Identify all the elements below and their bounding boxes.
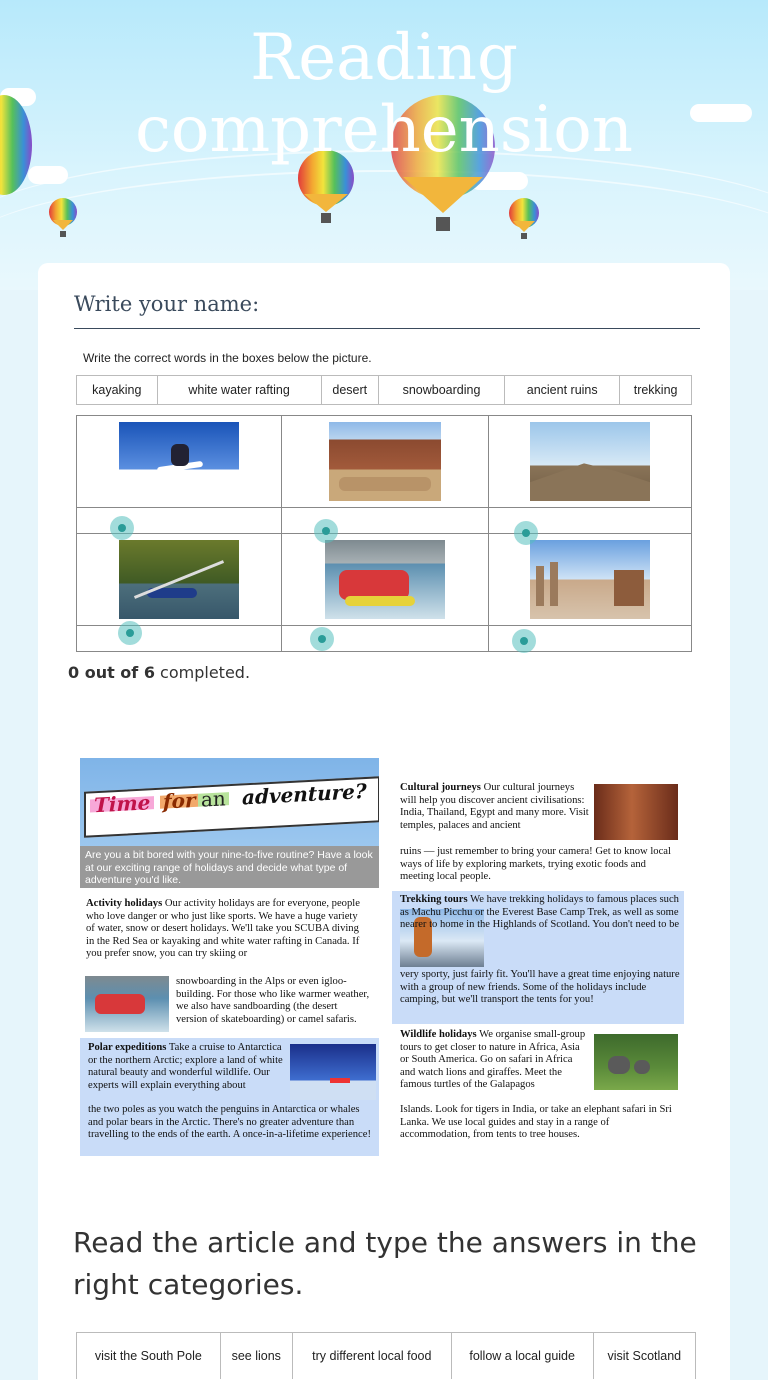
question-text: Read the article and type the answers in the right categories. (73, 1226, 697, 1301)
trekking-title: Trekking tours (400, 894, 468, 905)
page-title (0, 22, 768, 166)
picture-cell (489, 416, 692, 508)
ancient-ruins-photo (530, 540, 650, 619)
category-header: visit the South Pole (77, 1333, 221, 1380)
category-table (76, 1332, 696, 1379)
trekkers-hill-photo (530, 422, 650, 501)
cultural-text: Our cultural journeys will help you discover ancient civilisations: India, Thailand, Egypt and many more. Visit temples, palaces and ancient (400, 782, 589, 831)
logo-word: adventure? (242, 778, 367, 810)
answer-box[interactable] (282, 508, 489, 534)
answer-box[interactable] (77, 626, 282, 652)
logo-word: for (160, 794, 198, 809)
category-header: visit Scotland (593, 1333, 695, 1380)
activity-text: Our activity holidays are for everyone, people who love danger or who just like sports. We have a huge variety of water, snow or desert holidays. We'll take you SCUBA diving in the Red Sea or kayaking and white water rafting in Canada. If you prefer snow, you can try skiing or (86, 898, 360, 960)
rafting-photo (325, 540, 445, 619)
category-header: see lions (220, 1333, 292, 1380)
name-input[interactable] (74, 328, 700, 329)
desert-camels-photo (329, 422, 441, 501)
progress-suffix: completed. (154, 663, 251, 682)
cultural-section (400, 782, 590, 832)
cultural-text-continued: ruins — just remember to bring your camera! Get to know local ways of life by exploring markets, trying exotic foods and meeting local people. (400, 846, 671, 883)
title-line: Reading (250, 21, 518, 95)
snowboarder-photo (119, 422, 239, 501)
activity-title: Activity holidays (86, 898, 163, 909)
title-line: comprehension (135, 93, 633, 167)
wildlife-title: Wildlife holidays (400, 1029, 477, 1040)
article-image (80, 758, 688, 1158)
progress-status (68, 663, 250, 682)
word-bank-item: snowboarding (378, 376, 504, 405)
word-bank-item: trekking (620, 376, 692, 405)
polar-text: Take a cruise to Antarctica or the northern Arctic; explore a land of white natural beauty and wonderful wildlife. Our experts will explain everything about (88, 1042, 283, 1091)
instruction-text: Write the correct words in the boxes below the picture. (83, 351, 372, 365)
activity-text-continued: snowboarding in the Alps or even igloo-building. For those who like warmer weather, we also have sandboarding (the desert version of skateboarding) or camel safaris. (176, 976, 370, 1025)
answer-drop-target[interactable] (512, 629, 536, 653)
header-banner (0, 0, 768, 290)
category-header: try different local food (292, 1333, 451, 1380)
picture-cell (489, 534, 692, 626)
cultural-title: Cultural journeys (400, 782, 481, 793)
hot-air-balloon-icon (48, 198, 78, 240)
picture-cell (282, 416, 489, 508)
answer-drop-target[interactable] (310, 627, 334, 651)
trekking-section (392, 891, 684, 1024)
article-logo (84, 776, 379, 838)
name-prompt: Write your name: (74, 292, 260, 316)
answer-drop-target[interactable] (118, 621, 142, 645)
picture-grid (76, 415, 692, 652)
petra-photo (594, 784, 678, 840)
progress-count: 0 out of 6 (68, 663, 155, 682)
article-banner (80, 758, 379, 888)
answer-drop-target[interactable] (314, 519, 338, 543)
logo-word: an (198, 792, 229, 806)
word-bank-item: desert (321, 376, 378, 405)
hot-air-balloon-icon (508, 198, 540, 242)
activity-section (86, 898, 368, 961)
picture-cell (282, 534, 489, 626)
answer-drop-target[interactable] (110, 516, 134, 540)
rafting-photo-small (85, 976, 169, 1032)
word-bank-item: ancient ruins (505, 376, 620, 405)
picture-cell (77, 416, 282, 508)
word-bank-item: white water rafting (157, 376, 321, 405)
polar-title: Polar expeditions (88, 1042, 167, 1053)
wildlife-text: We organise small-group tours to get closer to nature in Africa, Asia or South America. Go on safari in Africa and watch lions and giraffes. Meet the famous turtles of the Galapagos (400, 1029, 586, 1091)
logo-word: Time (90, 796, 154, 812)
wildlife-text-continued: Islands. Look for tigers in India, or take an elephant safari in Sri Lanka. We use local guides and stay in a range of accommodation, from tents to tree houses. (400, 1104, 672, 1141)
word-bank (76, 375, 692, 405)
polar-text-continued: the two poles as you watch the penguins in Antarctica or whales and polar bears in the Arctic. There's no greater adventure than travelling to the ends of the earth. A once-in-a-lifetime experience! (88, 1104, 371, 1141)
trekking-text-continued: very sporty, just fairly fit. You'll have a great time enjoying nature with a group of new friends. Some of the holidays include camping, but we'll transport the tents for you! (400, 969, 680, 1006)
answer-drop-target[interactable] (514, 521, 538, 545)
category-header: follow a local guide (451, 1333, 593, 1380)
trekking-text: We have trekking holidays to famous places such as Machu Picchu or the Everest Base Camp Trek, as well as some nearer to home in the Highlands of Scotland. You don't need to be (400, 894, 680, 931)
article-intro: Are you a bit bored with your nine-to-five routine? Have a look at our exciting range of holidays and decide what type of adventure you'd like. (80, 846, 379, 888)
polar-section (80, 1038, 379, 1156)
picture-cell (77, 534, 282, 626)
elephants-photo (594, 1034, 678, 1090)
polar-ship-photo (290, 1044, 376, 1100)
word-bank-item: kayaking (77, 376, 158, 405)
wildlife-section (400, 1029, 590, 1092)
answer-box[interactable] (77, 508, 282, 534)
kayaker-photo (119, 540, 239, 619)
